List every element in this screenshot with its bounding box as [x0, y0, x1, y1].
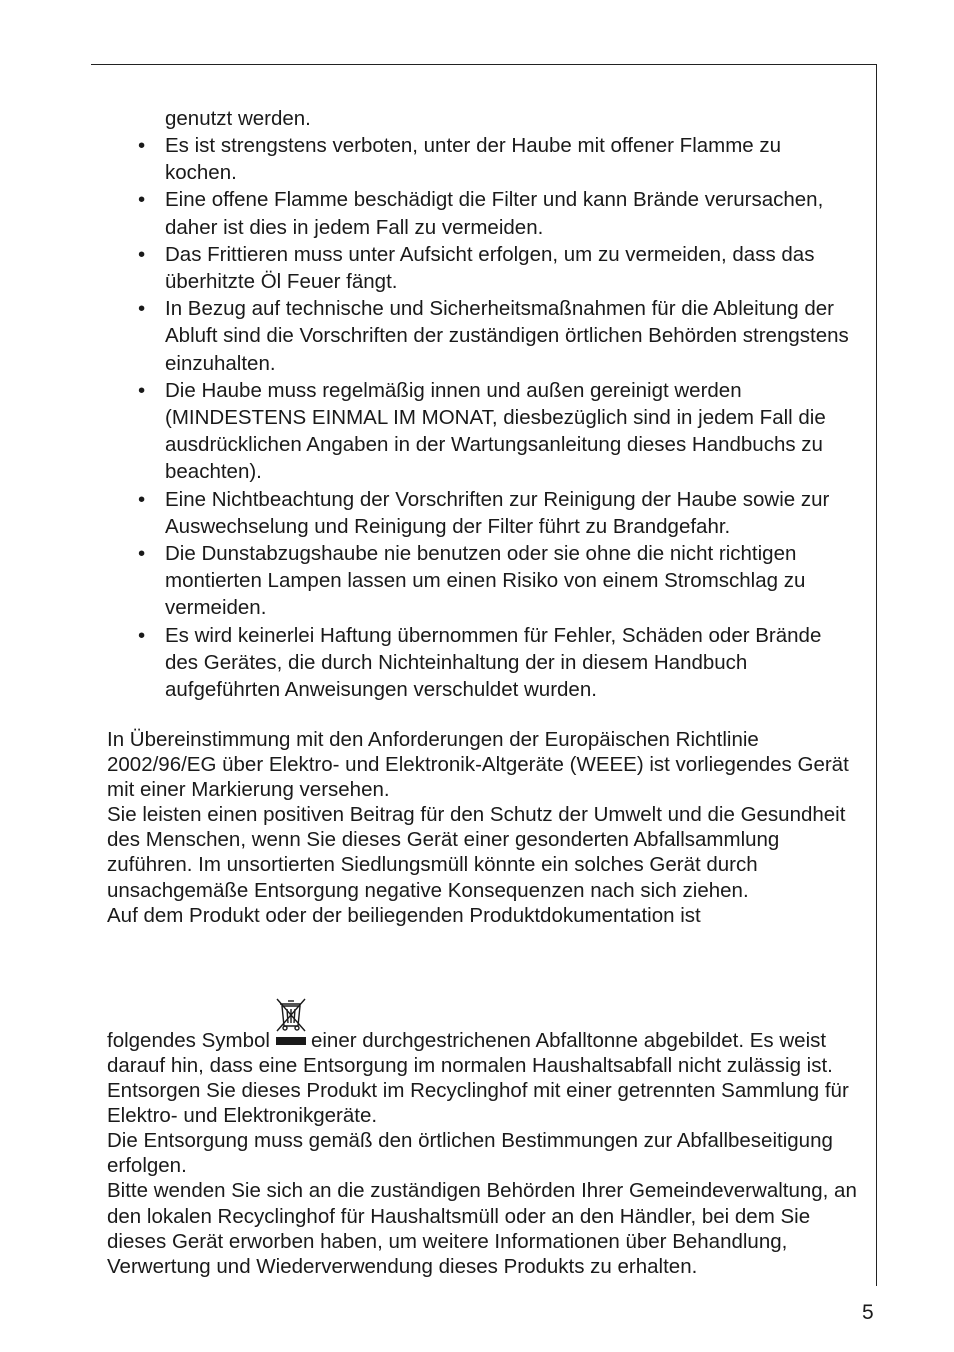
symbol-text-before: folgendes Symbol — [107, 1028, 270, 1052]
weee-paragraph-contact: Bitte wenden Sie sich an die zuständigen Behörden Ihrer Gemeindeverwaltung, an den lokalen Recyclinghof für Haushaltsmüll oder an den Händler, bei dem Sie dieses Gerät erworben haben, um weitere Informationen über Behandlung, Verwertung und Wiederverwendung dieses Produkts zu erhalten. — [107, 1179, 857, 1278]
list-item: • Die Dunstabzugshaube nie benutzen oder sie ohne die nicht richtigen montierten Lampen lassen um einen Risiko von einem Stromschlag zu vermeiden. — [138, 540, 858, 622]
list-item: • Das Frittieren muss unter Aufsicht erfolgen, um zu vermeiden, dass das überhitzte Öl Feuer fängt. — [138, 241, 858, 295]
safety-bullet-list — [138, 132, 858, 703]
continued-text: genutzt werden. — [165, 107, 311, 130]
weee-paragraph-directive: In Übereinstimmung mit den Anforderungen der Europäischen Richtlinie 2002/96/EG über Elektro- und Elektronik-Altgeräte (WEEE) ist vorliegendes Gerät mit einer Markierung versehen. — [107, 728, 849, 802]
list-item: • Es ist strengstens verboten, unter der Haube mit offener Flamme zu kochen. — [138, 132, 858, 186]
weee-paragraph-product: Auf dem Produkt oder der beiliegenden Produktdokumentation ist — [107, 903, 701, 927]
list-item: • Eine Nichtbeachtung der Vorschriften zur Reinigung der Haube sowie zur Auswechselung und Reinigung der Filter führt zu Brandgefahr. — [138, 486, 858, 540]
weee-paragraph-symbol — [107, 963, 867, 1128]
list-item: • Eine offene Flamme beschädigt die Filter und kann Brände verursachen, daher ist dies in jedem Fall zu vermeiden. — [138, 186, 858, 240]
weee-notice — [107, 727, 867, 928]
list-item: • In Bezug auf technische und Sicherheitsmaßnahmen für die Ableitung der Abluft sind die Vorschriften der zuständigen örtlichen Behörden strengstens einzuhalten. — [138, 295, 858, 377]
symbol-text-after: einer durchgestrichenen Abfalltonne abgebildet. Es weist darauf hin, dass eine Entsorgung im normalen Haushaltsabfall nicht zulässig ist. Entsorgen Sie dieses Produkt im Recyclinghof mit einer getrennten Sammlung für Elektro- und Elektronikgeräte. — [107, 1028, 849, 1128]
weee-paragraph-disposal: Die Entsorgung muss gemäß den örtlichen Bestimmungen zur Abfallbeseitigung erfolgen. — [107, 1129, 833, 1178]
crossed-out-wheelie-bin-icon — [273, 995, 309, 1053]
list-item: • Es wird keinerlei Haftung übernommen für Fehler, Schäden oder Brände des Gerätes, die durch Nichteinhaltung der in diesem Handbuch aufgeführten Anweisungen verschuldet wurden. — [138, 622, 858, 704]
weee-symbol-section — [107, 963, 867, 1279]
page-number: 5 — [862, 1301, 874, 1324]
right-border-line — [876, 64, 877, 1286]
list-item: • Die Haube muss regelmäßig innen und außen gereinigt werden (MINDESTENS EINMAL IM MONAT, diesbezüglich sind in jedem Fall die ausdrücklichen Angaben in der Wartungsanleitung dieses Handbuchs zu beachten). — [138, 377, 858, 486]
weee-paragraph-environment: Sie leisten einen positiven Beitrag für den Schutz der Umwelt und die Gesundheit des Menschen, wenn Sie dieses Gerät einer gesonderten Abfallsammlung zuführen. Im unsortierten Siedlungsmüll könnte ein solches Gerät durch unsachgemäße Entsorgung negative Konsequenzen nach sich ziehen. — [107, 803, 846, 902]
top-border-line — [91, 64, 877, 65]
